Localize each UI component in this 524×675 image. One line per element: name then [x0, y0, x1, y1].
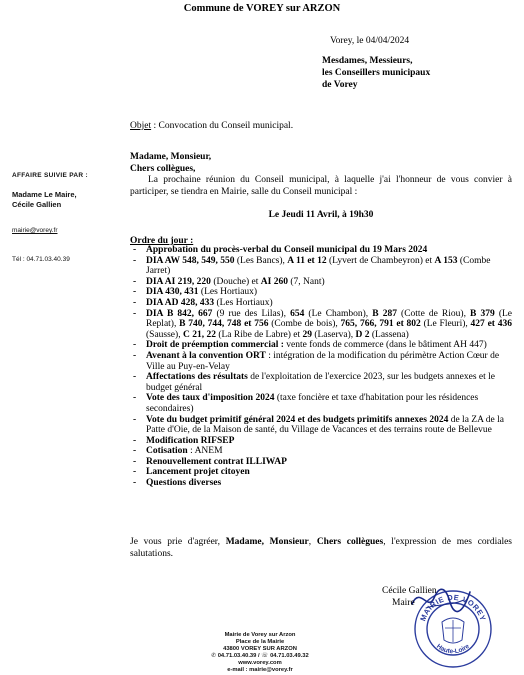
parcel-ref: DIA AI 219, 220	[146, 276, 211, 287]
parcel-ref: 654	[290, 308, 305, 319]
agenda-item-detail: vente fonds de commerce (dans le bâtiment AH 447)	[283, 340, 487, 351]
agenda-item	[130, 351, 512, 372]
commune-header: Commune de VOREY sur ARZON	[183, 3, 341, 14]
agenda-item	[130, 393, 512, 414]
subject-text: : Convocation du Conseil municipal.	[151, 121, 294, 131]
parcel-place: (Les Bancs),	[234, 255, 288, 266]
closing-text: Je vous prie d'agréer,	[130, 537, 226, 547]
intro-paragraph: La prochaine réunion du Conseil municipal, à laquelle j'ai l'honneur de vous convier à participer, se tiendra en Mairie, salle du Conseil municipal :	[130, 175, 512, 197]
closing-paragraph	[130, 536, 512, 560]
agenda-item-detail: de la ZA de la Patte d'Oie, de la Maison de santé, du Village de Vacances et des terrains route de Bellevue	[146, 414, 505, 436]
parcel-place: (Sausse),	[146, 329, 183, 340]
agenda-item-detail: (taxe foncière et taxe d'habitation pour les résidences secondaires)	[146, 393, 479, 414]
agenda-item	[130, 277, 512, 288]
agenda-item	[130, 467, 512, 478]
parcel-ref: A 11 et 12	[287, 255, 327, 266]
meeting-date: Le Jeudi 11 Avril, à 19h30	[268, 210, 374, 220]
footer-line: ✆ 04.71.03.40.39 / ☏ 04.71.03.49.32	[211, 653, 309, 659]
footer-line: 43800 VOREY SUR ARZON	[223, 646, 297, 652]
parcel-place: (Le Replat),	[146, 308, 513, 330]
closing-text: ,	[308, 537, 317, 547]
stamp-top-text: MAIRIE DE VOREY	[418, 592, 488, 623]
parcel-place: (Le Fleuri),	[420, 319, 471, 330]
agenda-item	[130, 446, 512, 457]
stamp-bottom-text: Haute-Loire	[435, 642, 471, 656]
footer-line: e-mail : mairie@vorey.fr	[227, 667, 293, 673]
parcel-ref: B 287	[372, 308, 397, 319]
agenda-title: Ordre du jour :	[130, 236, 194, 246]
parcel-place: (Laserva),	[311, 329, 356, 340]
parcel-place: (Lyvert de Chambeyron) et	[326, 255, 435, 266]
agenda-item-heading: Vote du budget primitif général 2024 et des budgets primitifs annexes 2024	[146, 414, 449, 425]
agenda-item-text: Modification RIFSEP	[146, 435, 235, 446]
closing-text: , l'expression de mes cordiales salutations.	[130, 537, 512, 559]
parcel-ref: 29	[302, 329, 312, 340]
parcel-ref: AI 260	[260, 276, 288, 287]
parcel-place: (Les Hortiaux)	[198, 287, 258, 298]
agenda-item	[130, 478, 512, 489]
parcel-ref: DIA B 842, 667	[146, 308, 213, 319]
parcel-ref: DIA 430, 431	[146, 287, 199, 298]
agenda-item-text: Lancement projet citoyen	[146, 467, 250, 478]
parcel-ref: A 153	[434, 255, 458, 266]
agenda-item	[130, 436, 512, 447]
parcel-place: (Les Hortiaux)	[214, 297, 273, 308]
parcel-ref: B 379	[470, 308, 495, 319]
parcel-place: (7, Nant)	[287, 276, 325, 287]
signatory-name: Cécile Gallien	[382, 586, 437, 596]
agenda-item	[130, 245, 512, 256]
agenda-item	[130, 457, 512, 468]
parcel-ref: B 740, 744, 748 et 756	[179, 319, 269, 330]
sidebar-name-line: Madame Le Maire,	[12, 190, 77, 199]
agenda-item-detail: : intégration de la modification du périmètre Action Cœur de Ville au Puy-en-Velay	[146, 350, 500, 372]
agenda-item	[130, 415, 512, 436]
agenda-item	[130, 287, 512, 298]
agenda-item-text: Approbation du procès-verbal du Conseil municipal du 19 Mars 2024	[146, 245, 428, 255]
salutation-line: Madame, Monsieur,	[130, 152, 212, 162]
parcel-ref: D 2	[355, 329, 370, 340]
agenda-item-detail: : ANEM	[187, 446, 223, 457]
recipient-line: de Vorey	[322, 80, 358, 90]
subject-label: Objet	[130, 121, 152, 131]
sidebar-name-line: Cécile Gallien	[12, 200, 62, 209]
parcel-ref: DIA AW 548, 549, 550	[146, 255, 235, 266]
agenda-item	[130, 256, 512, 277]
recipients-block	[322, 55, 430, 91]
closing-emphasis: Chers collègues	[316, 537, 384, 547]
agenda-item-text: Renouvellement contrat ILLIWAP	[146, 456, 287, 467]
agenda-item-heading: Cotisation	[146, 446, 188, 457]
agenda-item-heading: Avenant à la convention ORT	[146, 350, 266, 361]
footer-address	[160, 632, 360, 674]
parcel-place: (Combe Jarret)	[146, 255, 491, 277]
parcel-place: (Douche) et	[210, 276, 261, 287]
agenda-item-text: Questions diverses	[146, 478, 222, 489]
agenda-list	[130, 245, 512, 489]
sidebar-title: AFFAIRE SUIVIE PAR :	[12, 172, 88, 179]
sidebar-email-link[interactable]: mairie@vorey.fr	[12, 227, 58, 234]
parcel-place: (Combe de bois),	[268, 319, 341, 330]
footer-line: Mairie de Vorey sur Arzon	[224, 632, 296, 638]
parcel-place: (Cotte de Riou),	[396, 308, 471, 319]
sidebar-phone: Tél : 04.71.03.40.39	[12, 256, 70, 263]
footer-line: www.vorey.com	[238, 660, 282, 666]
parcel-ref: C 21, 22	[182, 329, 216, 340]
recipient-line: Mesdames, Messieurs,	[322, 56, 413, 66]
footer-line: Place de la Mairie	[235, 639, 285, 645]
sidebar-contact-name	[12, 190, 77, 210]
parcel-ref: DIA AD 428, 433	[146, 297, 215, 308]
salutation	[130, 152, 211, 175]
agenda-item-detail: de l'exploitation de l'exercice 2023, sur les budgets annexes et le budget général	[146, 372, 496, 393]
parcel-ref: 427 et 436	[470, 319, 512, 330]
signatory-title: Maire	[392, 598, 415, 608]
letter-date: Vorey, le 04/04/2024	[330, 36, 410, 46]
agenda-item	[130, 340, 512, 351]
agenda-item-heading: Affectations des résultats	[146, 372, 248, 383]
parcel-place: (Lassena)	[369, 329, 409, 340]
salutation-line: Chers collègues,	[130, 163, 196, 174]
parcel-ref: 765, 766, 791 et 802	[340, 319, 421, 330]
agenda-item	[130, 298, 512, 309]
subject-line	[130, 121, 293, 131]
closing-emphasis: Madame, Monsieur	[225, 537, 309, 547]
agenda-item-heading: Droit de préemption commercial :	[146, 340, 284, 351]
parcel-place: (La Ribe de Labre) et	[215, 329, 303, 340]
parcel-place: (9 rue des Lilas),	[212, 308, 291, 319]
agenda-item	[130, 309, 512, 341]
agenda-item	[130, 372, 512, 393]
svg-text:Haute-Loire	[435, 643, 471, 656]
agenda-item-heading: Vote des taux d'imposition 2024	[146, 393, 275, 404]
parcel-place: (Le Chambon),	[304, 308, 373, 319]
recipient-line: les Conseillers municipaux	[322, 68, 431, 78]
